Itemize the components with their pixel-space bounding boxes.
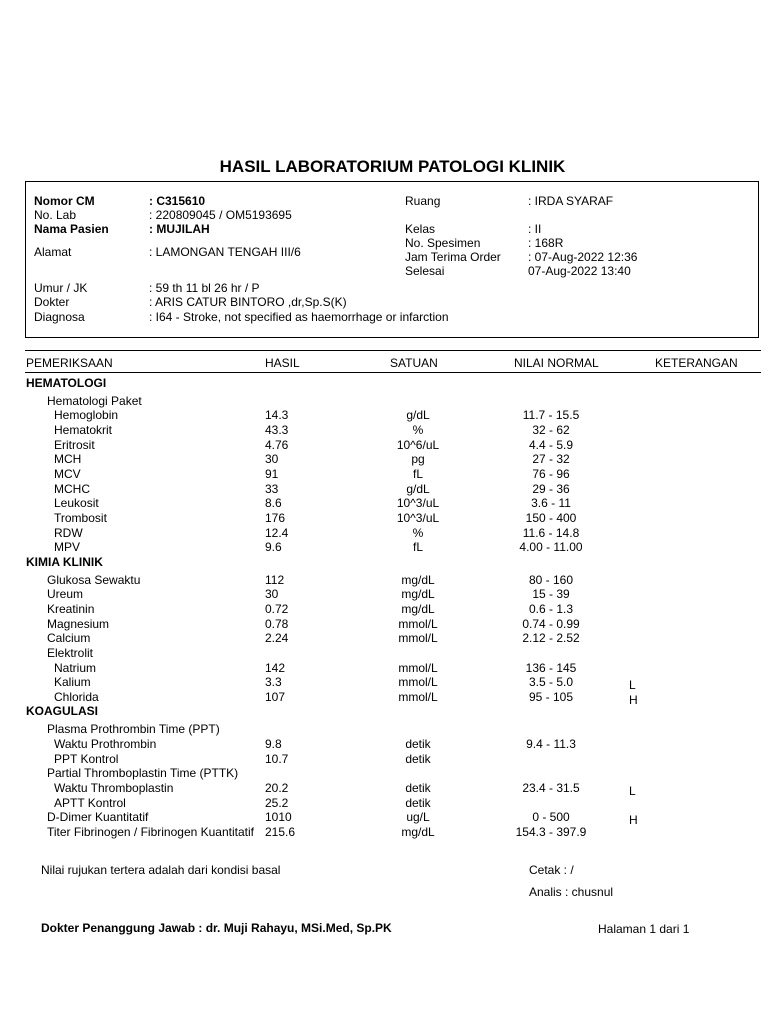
test-flag: L <box>629 678 636 692</box>
test-unit: mmol/L <box>398 690 438 704</box>
test-name: MCHC <box>54 482 90 496</box>
test-unit: 10^6/uL <box>396 438 440 452</box>
test-normal-range: 95 - 105 <box>528 690 574 704</box>
test-unit: ug/L <box>406 810 430 824</box>
section-heading: KIMIA KLINIK <box>26 555 103 569</box>
info-value: : MUJILAH <box>149 222 210 236</box>
page-title: HASIL LABORATORIUM PATOLOGI KLINIK <box>219 157 566 176</box>
test-unit: detik <box>405 752 431 766</box>
page-number: Halaman 1 dari 1 <box>598 922 690 936</box>
test-result: 142 <box>265 661 286 675</box>
test-unit: mmol/L <box>398 617 438 631</box>
test-result: 8.6 <box>265 496 282 510</box>
info-value: : LAMONGAN TENGAH III/6 <box>149 245 301 259</box>
test-normal-range: 11.7 - 15.5 <box>522 408 580 422</box>
test-result: 20.2 <box>265 781 289 795</box>
table-top-divider <box>25 350 761 351</box>
test-name: Eritrosit <box>54 438 95 452</box>
test-unit: % <box>412 526 424 540</box>
test-normal-range: 32 - 62 <box>532 423 570 437</box>
test-name: Hematokrit <box>54 423 113 437</box>
info-label: Kelas <box>405 222 436 236</box>
test-name: Kreatinin <box>47 602 95 616</box>
info-value: : II <box>528 222 542 236</box>
info-value: : 220809045 / OM5193695 <box>149 208 292 222</box>
test-name: RDW <box>54 526 83 540</box>
analyst-info: Analis : chusnul <box>529 885 614 899</box>
responsible-doctor: Dokter Penanggung Jawab : dr. Muji Rahayu, MSi.Med, Sp.PK <box>41 921 392 935</box>
test-result: 30 <box>265 587 279 601</box>
section-heading: KOAGULASI <box>26 704 98 718</box>
test-normal-range: 27 - 32 <box>532 452 570 466</box>
test-name: Calcium <box>47 631 91 645</box>
test-unit: mg/dL <box>401 573 435 587</box>
test-unit: g/dL <box>406 482 430 496</box>
test-result: 107 <box>265 690 286 704</box>
test-result: 30 <box>265 452 279 466</box>
test-normal-range: 15 - 39 <box>532 587 570 601</box>
section-heading: HEMATOLOGI <box>26 376 107 390</box>
test-name: MPV <box>54 540 81 554</box>
info-value: : 59 th 11 bl 26 hr / P <box>149 281 260 295</box>
test-result: 0.78 <box>265 617 289 631</box>
test-unit: detik <box>405 781 431 795</box>
test-flag: L <box>629 784 636 798</box>
test-unit: mg/dL <box>401 602 435 616</box>
test-normal-range: 80 - 160 <box>528 573 574 587</box>
info-label: Ruang <box>405 194 441 208</box>
test-normal-range: 11.6 - 14.8 <box>522 526 580 540</box>
test-name: Titer Fibrinogen / Fibrinogen Kuantitatif <box>47 825 254 839</box>
info-label: Alamat <box>34 245 72 259</box>
test-result: 9.6 <box>265 540 282 554</box>
test-normal-range: 9.4 - 11.3 <box>526 737 576 751</box>
test-normal-range: 29 - 36 <box>532 482 570 496</box>
test-unit: fL <box>412 467 424 481</box>
print-info: Cetak : / <box>529 863 574 877</box>
test-normal-range: 0.6 - 1.3 <box>528 602 574 616</box>
info-label: Dokter <box>34 295 70 309</box>
info-label: Selesai <box>405 264 445 278</box>
test-result: 9.8 <box>265 737 282 751</box>
col-header-unit: SATUAN <box>390 356 438 370</box>
test-name: PPT Kontrol <box>54 752 119 766</box>
test-name: Magnesium <box>47 617 110 631</box>
test-result: 1010 <box>265 810 292 824</box>
test-normal-range: 76 - 96 <box>532 467 570 481</box>
test-name: Kalium <box>54 675 91 689</box>
test-unit: 10^3/uL <box>396 496 440 510</box>
test-unit: % <box>412 423 424 437</box>
test-normal-range: 2.12 - 2.52 <box>522 631 580 645</box>
col-header-note: KETERANGAN <box>655 356 738 370</box>
info-value: : C315610 <box>149 194 206 208</box>
test-name: Hemoglobin <box>54 408 119 422</box>
test-flag: H <box>629 813 638 827</box>
test-name: Waktu Thromboplastin <box>54 781 174 795</box>
test-result: 14.3 <box>265 408 289 422</box>
test-unit: g/dL <box>406 408 430 422</box>
test-unit: mmol/L <box>398 631 438 645</box>
info-value: : I64 - Stroke, not specified as haemorrhage or infarction <box>149 310 449 324</box>
test-normal-range: 4.4 - 5.9 <box>528 438 574 452</box>
test-result: 43.3 <box>265 423 289 437</box>
test-result: 2.24 <box>265 631 289 645</box>
test-normal-range: 0.74 - 0.99 <box>522 617 580 631</box>
test-normal-range: 0 - 500 <box>532 810 570 824</box>
col-header-result: HASIL <box>265 356 300 370</box>
col-header-normal: NILAI NORMAL <box>514 356 599 370</box>
test-result: 215.6 <box>265 825 296 839</box>
info-value: 07-Aug-2022 13:40 <box>528 264 631 278</box>
test-flag: H <box>629 693 638 707</box>
test-name: MCH <box>54 452 82 466</box>
test-unit: detik <box>405 796 431 810</box>
test-normal-range: 3.5 - 5.0 <box>528 675 574 689</box>
test-result: 4.76 <box>265 438 289 452</box>
test-result: 12.4 <box>265 526 289 540</box>
test-name: D-Dimer Kuantitatif <box>47 810 149 824</box>
test-normal-range: 136 - 145 <box>525 661 577 675</box>
info-label: Nomor CM <box>34 194 95 208</box>
test-result: 91 <box>265 467 279 481</box>
info-label: No. Lab <box>34 208 77 222</box>
footer-note: Nilai rujukan tertera adalah dari kondisi basal <box>41 863 281 877</box>
test-unit: 10^3/uL <box>396 511 440 525</box>
test-name: MCV <box>54 467 81 481</box>
test-result: 33 <box>265 482 279 496</box>
info-label: Nama Pasien <box>34 222 109 236</box>
test-normal-range: 23.4 - 31.5 <box>522 781 580 795</box>
test-normal-range: 150 - 400 <box>525 511 577 525</box>
test-unit: mmol/L <box>398 675 438 689</box>
test-result: 176 <box>265 511 286 525</box>
info-label: No. Spesimen <box>405 236 481 250</box>
info-label: Umur / JK <box>34 281 88 295</box>
info-label: Jam Terima Order <box>405 250 501 264</box>
table-header-divider <box>25 372 761 373</box>
test-name: Hematologi Paket <box>47 394 142 408</box>
test-name: Natrium <box>54 661 97 675</box>
test-unit: mg/dL <box>401 825 435 839</box>
info-value: : 168R <box>528 236 564 250</box>
test-name: Trombosit <box>54 511 107 525</box>
test-name: Leukosit <box>54 496 99 510</box>
info-value: : ARIS CATUR BINTORO ,dr,Sp.S(K) <box>149 295 347 309</box>
test-name: Plasma Prothrombin Time (PPT) <box>47 722 220 736</box>
col-header-exam: PEMERIKSAAN <box>26 356 113 370</box>
test-name: Chlorida <box>54 690 99 704</box>
test-result: 10.7 <box>265 752 289 766</box>
test-name: Glukosa Sewaktu <box>47 573 141 587</box>
test-normal-range: 3.6 - 11 <box>531 496 571 510</box>
test-result: 0.72 <box>265 602 289 616</box>
test-result: 3.3 <box>265 675 282 689</box>
test-unit: mmol/L <box>398 661 438 675</box>
test-name: Waktu Prothrombin <box>54 737 157 751</box>
info-value: : IRDA SYARAF <box>528 194 614 208</box>
test-name: APTT Kontrol <box>54 796 126 810</box>
test-unit: pg <box>411 452 425 466</box>
info-value: : 07-Aug-2022 12:36 <box>528 250 638 264</box>
test-normal-range: 4.00 - 11.00 <box>519 540 583 554</box>
test-unit: fL <box>412 540 424 554</box>
test-name: Ureum <box>47 587 84 601</box>
test-name: Elektrolit <box>47 646 94 660</box>
test-name: Partial Thromboplastin Time (PTTK) <box>47 766 239 780</box>
test-result: 25.2 <box>265 796 289 810</box>
test-unit: mg/dL <box>401 587 435 601</box>
test-normal-range: 154.3 - 397.9 <box>515 825 587 839</box>
test-result: 112 <box>265 573 285 587</box>
test-unit: detik <box>405 737 431 751</box>
info-label: Diagnosa <box>34 310 85 324</box>
